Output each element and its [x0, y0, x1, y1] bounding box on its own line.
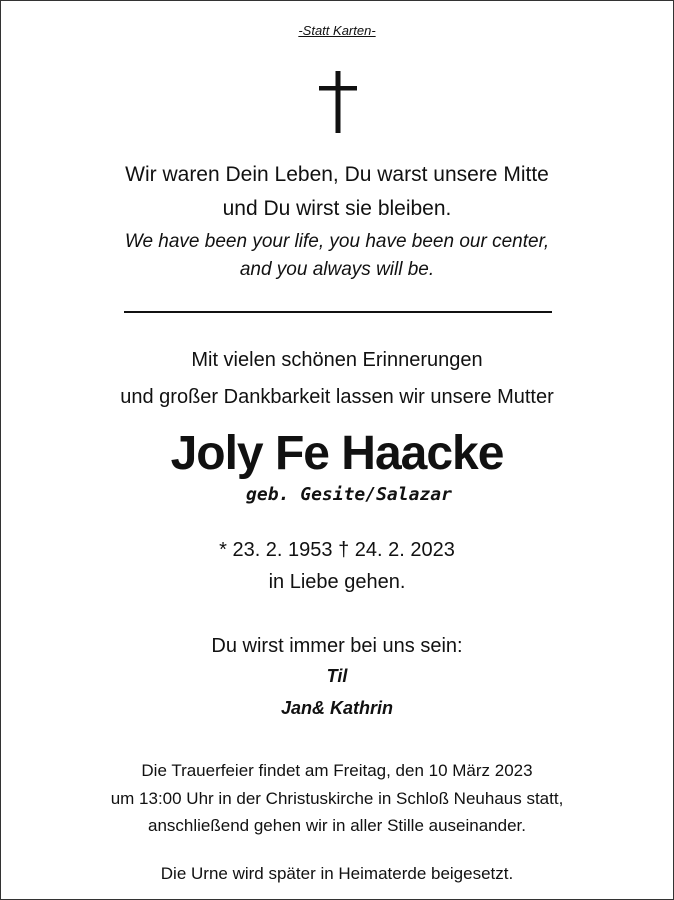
cross-icon [319, 71, 357, 133]
divider-rule [124, 311, 552, 313]
life-dates: * 23. 2. 1953 † 24. 2. 2023 [219, 539, 455, 561]
closing-phrase: in Liebe gehen. [268, 571, 406, 593]
family-member-jan-kathrin: Jan& Kathrin [280, 698, 394, 718]
deceased-name: Joly Fe Haacke [170, 427, 504, 480]
verse-en-line2: and you always will be. [239, 259, 435, 280]
service-line3: anschließend gehen wir in aller Stille auseinander. [147, 816, 526, 835]
service-line2: um 13:00 Uhr in der Christuskirche in Schloß Neuhaus statt, [110, 789, 564, 808]
header-note [1, 23, 673, 38]
family-intro: Du wirst immer bei uns sein: [211, 635, 463, 657]
service-line1: Die Trauerfeier findet am Freitag, den 10 März 2023 [141, 761, 533, 780]
urn-note: Die Urne wird später in Heimaterde beigesetzt. [160, 864, 514, 883]
verse-de-line1: Wir waren Dein Leben, Du warst unsere Mitte [125, 163, 549, 186]
family-member-til: Til [326, 666, 348, 686]
intro-line2: und großer Dankbarkeit lassen wir unsere Mutter [120, 386, 554, 408]
maiden-name: geb. Gesite/Salazar [246, 484, 452, 505]
verse-en-line1: We have been your life, you have been our center, [124, 231, 550, 252]
verse-de-line2: und Du wirst sie bleiben. [222, 197, 452, 220]
header-note-text: -Statt Karten- [298, 23, 376, 38]
intro-line1: Mit vielen schönen Erinnerungen [191, 349, 483, 371]
